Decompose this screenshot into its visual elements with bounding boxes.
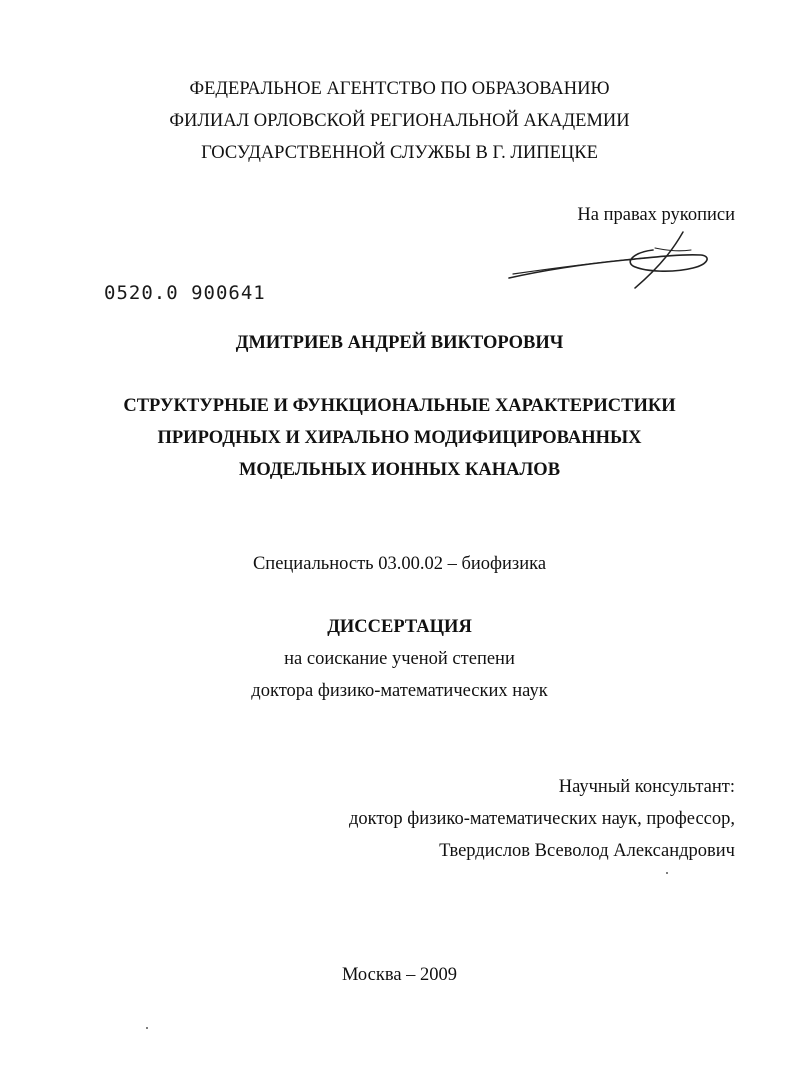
consultant-label: Научный консультант: xyxy=(558,777,735,797)
scan-speck xyxy=(146,1027,148,1029)
consultant-rank: доктор физико-математических наук, профессор, xyxy=(348,809,735,829)
agency-line-3: ГОСУДАРСТВЕННОЙ СЛУЖБЫ В Г. ЛИПЕЦКЕ xyxy=(201,143,598,163)
consultant-name: Твердислов Всеволод Александрович xyxy=(439,841,735,861)
title-line-2: ПРИРОДНЫХ И ХИРАЛЬНО МОДИФИЦИРОВАННЫХ xyxy=(157,428,642,448)
handwritten-signature xyxy=(505,228,715,290)
degree-line-2: доктора физико-математических наук xyxy=(251,681,548,701)
city-year: Москва – 2009 xyxy=(341,965,458,985)
scan-speck xyxy=(666,872,668,874)
specialty: Специальность 03.00.02 – биофизика xyxy=(252,554,547,574)
title-line-1: СТРУКТУРНЫЕ И ФУНКЦИОНАЛЬНЫЕ ХАРАКТЕРИСТИКИ xyxy=(123,396,676,416)
author-name: ДМИТРИЕВ АНДРЕЙ ВИКТОРОВИЧ xyxy=(235,333,564,353)
agency-line-2: ФИЛИАЛ ОРЛОВСКОЙ РЕГИОНАЛЬНОЙ АКАДЕМИИ xyxy=(169,111,630,131)
degree-line-1: на соискание ученой степени xyxy=(284,649,515,669)
work-type: ДИССЕРТАЦИЯ xyxy=(327,617,472,637)
manuscript-note: На правах рукописи xyxy=(577,205,735,225)
registry-code: 0520.0 900641 xyxy=(104,282,266,304)
title-line-3: МОДЕЛЬНЫХ ИОННЫХ КАНАЛОВ xyxy=(238,460,561,480)
agency-line-1: ФЕДЕРАЛЬНОЕ АГЕНТСТВО ПО ОБРАЗОВАНИЮ xyxy=(189,79,610,99)
